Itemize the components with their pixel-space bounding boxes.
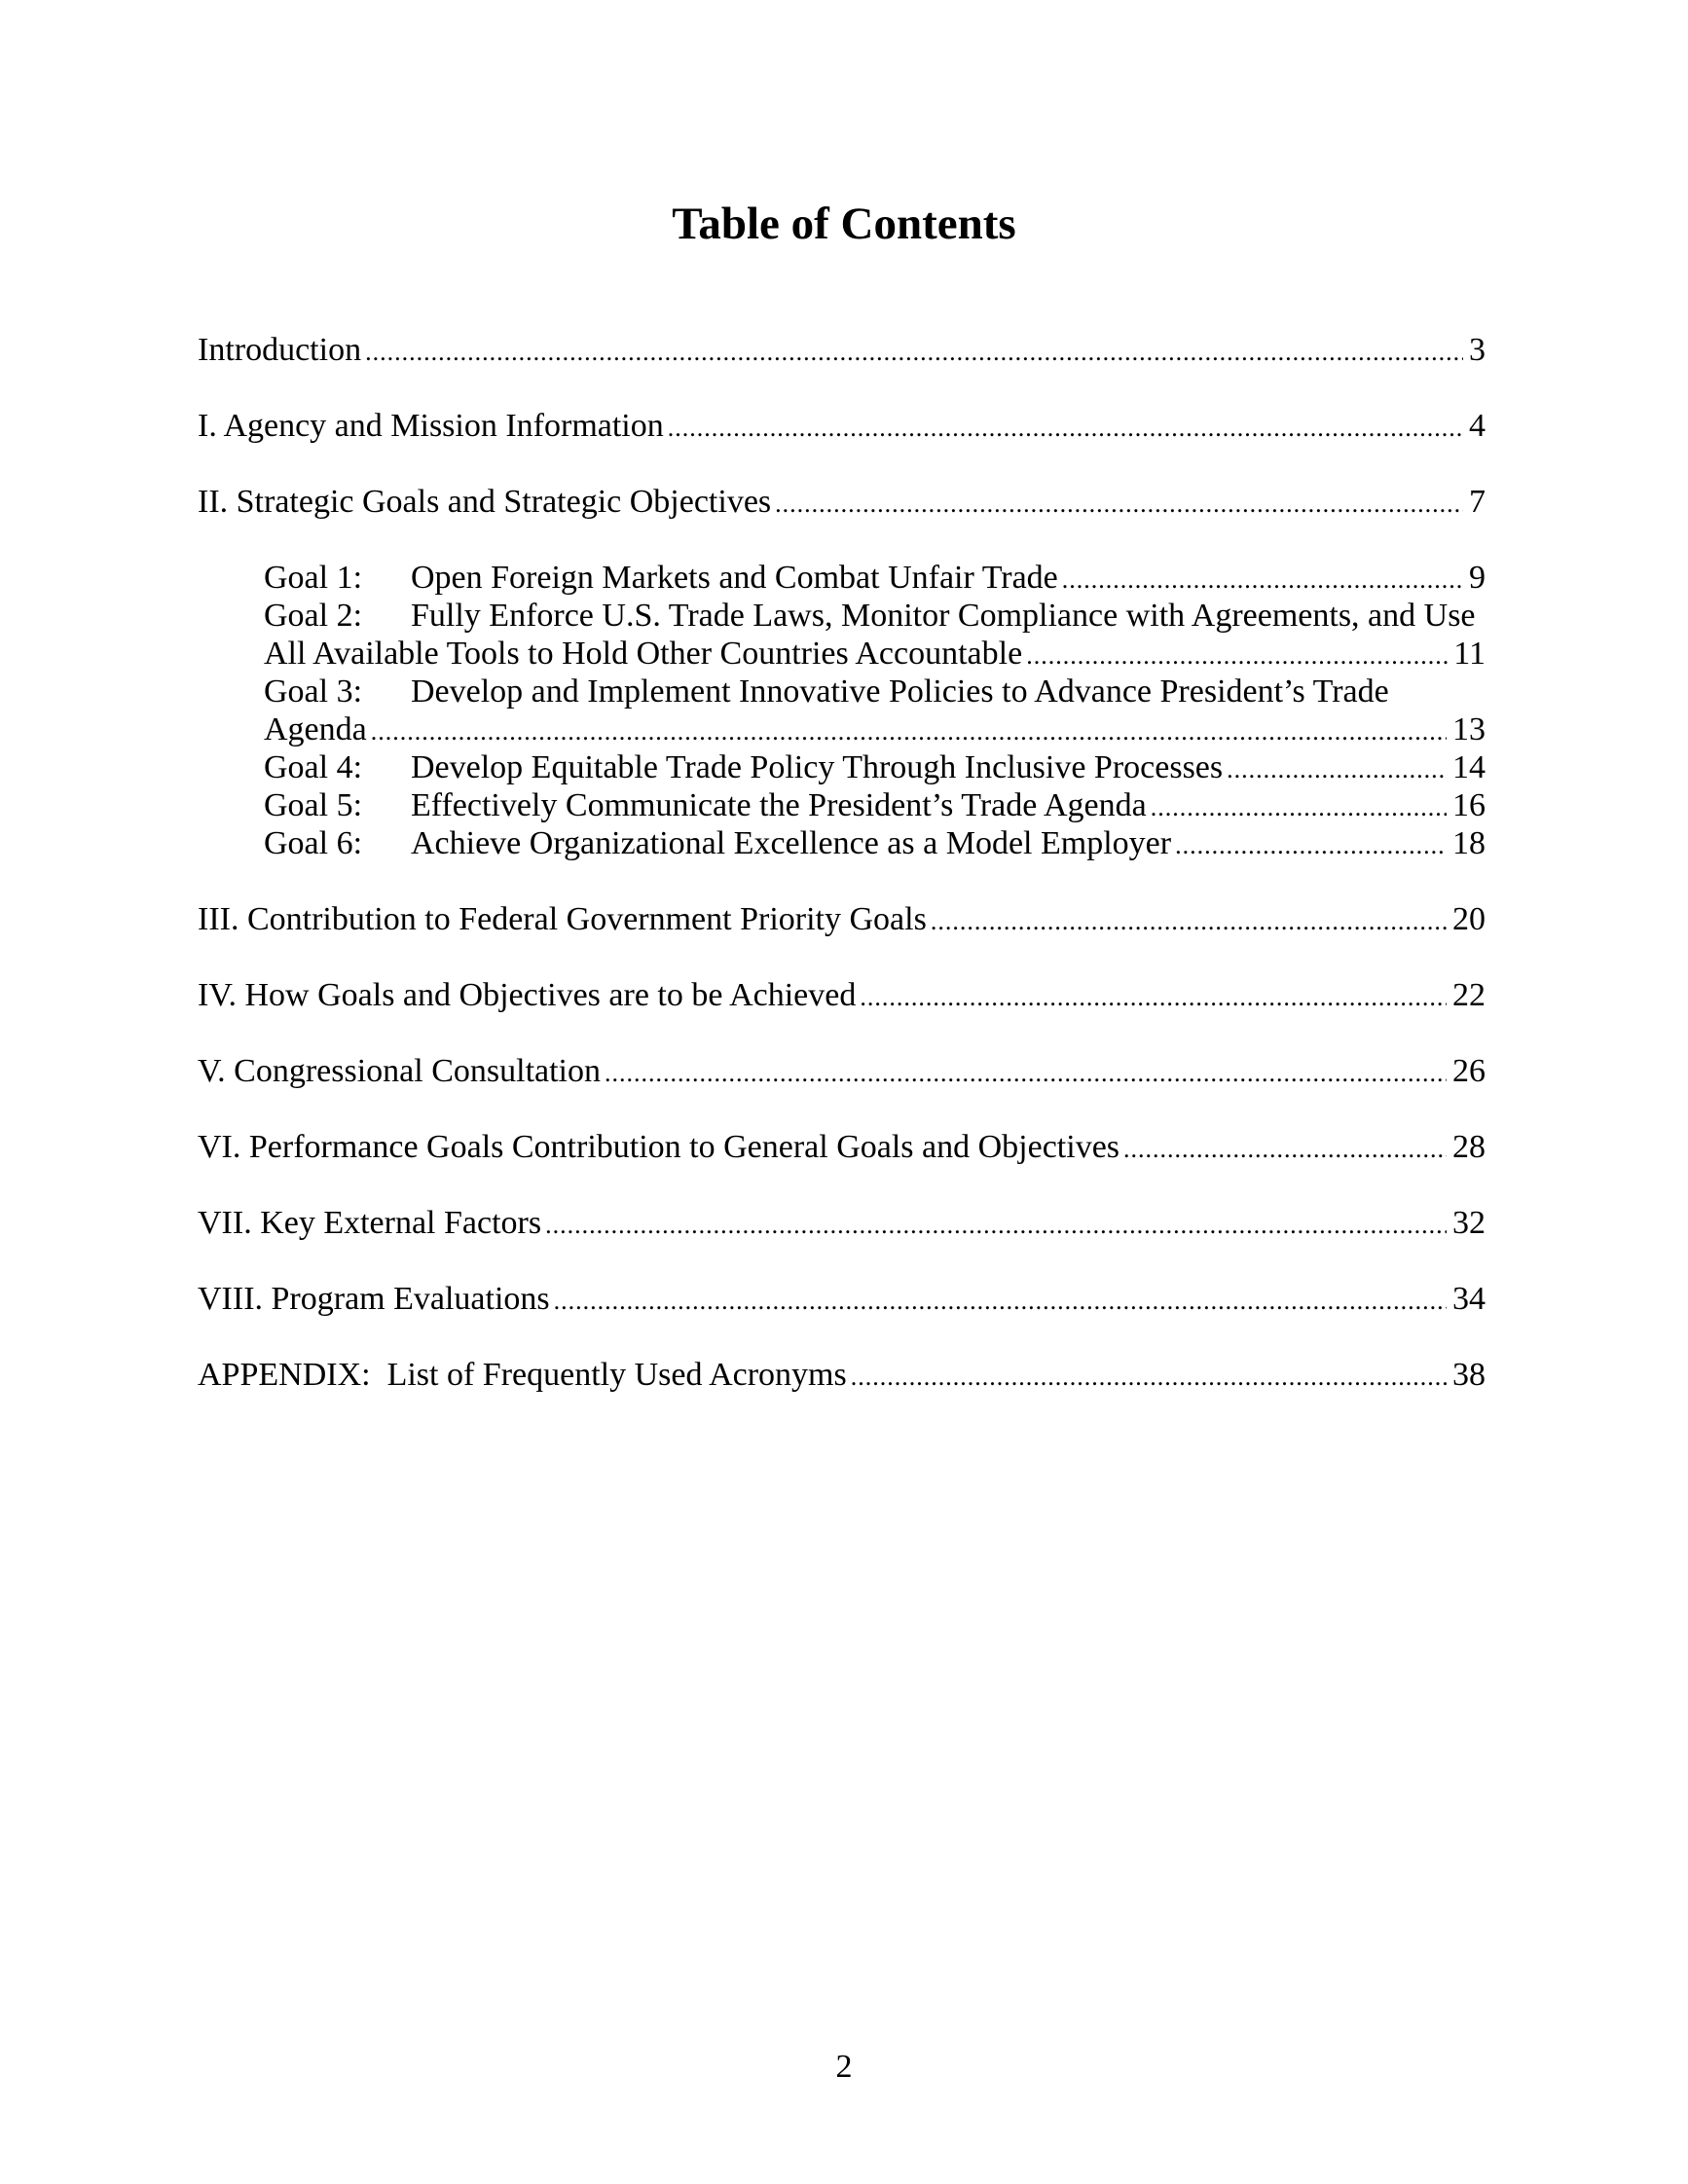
toc-entry-text: V. Congressional Consultation bbox=[198, 1053, 601, 1089]
dot-leader bbox=[860, 978, 1447, 1017]
toc-entry-text: I. Agency and Mission Information bbox=[198, 408, 664, 444]
toc-entry-text-line-1: Fully Enforce U.S. Trade Laws, Monitor Compliance with Agreements, and Use bbox=[411, 598, 1476, 634]
toc-entry-goal-2[interactable] bbox=[264, 597, 1486, 636]
toc-entry-text: III. Contribution to Federal Government Priority Goals bbox=[198, 901, 927, 937]
toc-page-number: 28 bbox=[1452, 1129, 1486, 1165]
toc-entry-goal-2-continued[interactable] bbox=[264, 635, 1486, 673]
toc-page-number: 7 bbox=[1469, 484, 1486, 520]
dot-leader bbox=[1062, 561, 1463, 600]
toc-page-number: 11 bbox=[1453, 636, 1486, 672]
dot-leader bbox=[668, 409, 1463, 448]
toc-entry-text: Introduction bbox=[198, 332, 362, 368]
toc-entry-text: Achieve Organizational Excellence as a Model Employer bbox=[411, 825, 1172, 861]
toc-entry-section-4[interactable] bbox=[198, 976, 1486, 1015]
dot-leader bbox=[605, 1054, 1447, 1093]
page-number: 2 bbox=[835, 2049, 853, 2085]
dot-leader bbox=[1175, 826, 1447, 865]
toc-page-number: 4 bbox=[1469, 408, 1486, 444]
dot-leader bbox=[371, 712, 1447, 751]
dot-leader bbox=[545, 1206, 1447, 1245]
toc-page-number: 9 bbox=[1469, 560, 1486, 596]
toc-entry-section-7[interactable] bbox=[198, 1204, 1486, 1243]
toc-entry-section-5[interactable] bbox=[198, 1052, 1486, 1091]
dot-leader bbox=[775, 485, 1463, 524]
toc-page-number: 34 bbox=[1452, 1281, 1486, 1317]
toc-page-number: 18 bbox=[1452, 825, 1486, 861]
goal-label: Goal 3: bbox=[264, 673, 363, 710]
toc-entry-goal-4[interactable] bbox=[264, 748, 1486, 787]
toc-entry-text: II. Strategic Goals and Strategic Objectives bbox=[198, 484, 772, 520]
toc-page-number: 22 bbox=[1452, 977, 1486, 1013]
goal-label: Goal 5: bbox=[264, 787, 363, 823]
toc-entry-text: IV. How Goals and Objectives are to be Achieved bbox=[198, 977, 857, 1013]
page-title: Table of Contents bbox=[672, 199, 1016, 249]
toc-entry-goal-3[interactable] bbox=[264, 673, 1486, 711]
goal-label: Goal 2: bbox=[264, 598, 363, 634]
toc-page-number: 3 bbox=[1469, 332, 1486, 368]
toc-entry-text: APPENDIX: List of Frequently Used Acronyms bbox=[198, 1357, 847, 1393]
dot-leader bbox=[931, 902, 1447, 941]
dot-leader bbox=[554, 1282, 1447, 1321]
toc-entry-text-line-2: All Available Tools to Hold Other Countries Accountable bbox=[264, 636, 1023, 672]
dot-leader bbox=[1151, 788, 1447, 827]
toc-entry-goal-5[interactable] bbox=[264, 786, 1486, 825]
goal-label: Goal 4: bbox=[264, 749, 363, 785]
toc-entry-goal-6[interactable] bbox=[264, 824, 1486, 863]
toc-entry-goal-1[interactable] bbox=[264, 559, 1486, 598]
toc-entry-text: Open Foreign Markets and Combat Unfair Trade bbox=[411, 560, 1058, 596]
toc-entry-text: Effectively Communicate the President’s Trade Agenda bbox=[411, 787, 1147, 823]
toc-entry-text: VII. Key External Factors bbox=[198, 1205, 542, 1241]
toc-entry-introduction[interactable] bbox=[198, 331, 1486, 370]
dot-leader bbox=[1123, 1130, 1447, 1169]
toc-entry-section-2[interactable] bbox=[198, 483, 1486, 522]
toc-entry-section-1[interactable] bbox=[198, 407, 1486, 446]
toc-entry-text-line-2: Agenda bbox=[264, 711, 367, 747]
dot-leader bbox=[365, 333, 1463, 372]
toc-page-number: 13 bbox=[1452, 711, 1486, 747]
toc-entry-appendix[interactable] bbox=[198, 1356, 1486, 1395]
dot-leader bbox=[1227, 750, 1447, 789]
toc-entry-goal-3-continued[interactable] bbox=[264, 710, 1486, 749]
dot-leader bbox=[1026, 637, 1448, 675]
toc-page-number: 26 bbox=[1452, 1053, 1486, 1089]
toc-page-number: 16 bbox=[1452, 787, 1486, 823]
toc-entry-section-3[interactable] bbox=[198, 900, 1486, 939]
toc-page-number: 32 bbox=[1452, 1205, 1486, 1241]
goal-label: Goal 1: bbox=[264, 560, 363, 596]
toc-entry-section-6[interactable] bbox=[198, 1128, 1486, 1167]
toc-entry-text: VI. Performance Goals Contribution to General Goals and Objectives bbox=[198, 1129, 1120, 1165]
toc-entry-text: Develop Equitable Trade Policy Through Inclusive Processes bbox=[411, 749, 1224, 785]
goal-label: Goal 6: bbox=[264, 825, 363, 861]
toc-page-number: 20 bbox=[1452, 901, 1486, 937]
toc-entry-section-8[interactable] bbox=[198, 1280, 1486, 1319]
toc-entry-text-line-1: Develop and Implement Innovative Policies to Advance President’s Trade bbox=[411, 673, 1389, 710]
toc-entry-text: VIII. Program Evaluations bbox=[198, 1281, 550, 1317]
dot-leader bbox=[851, 1358, 1447, 1397]
toc-page-number: 38 bbox=[1452, 1357, 1486, 1393]
toc-page-number: 14 bbox=[1452, 749, 1486, 785]
